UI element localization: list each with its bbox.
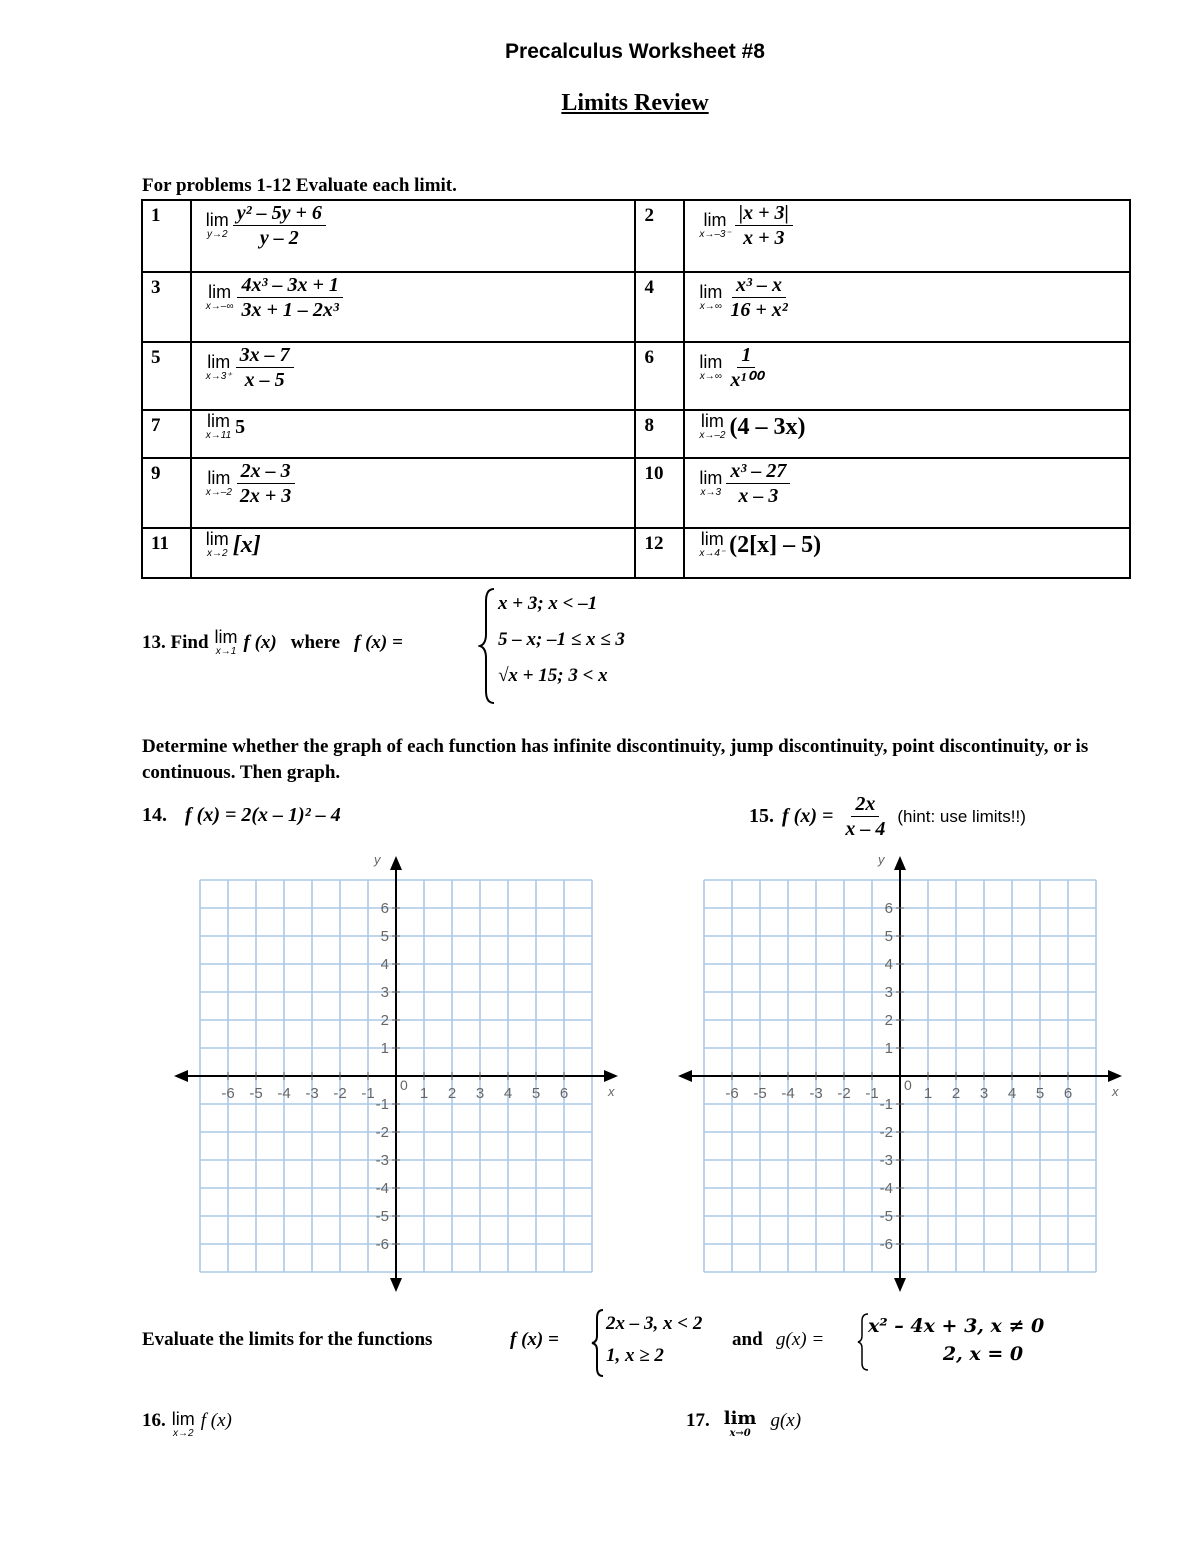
x-tick-label: 1 — [923, 1085, 933, 1102]
limit-expression: lim x→3 $\frac{\text{x³ – 27}}{x - 3}$ — [699, 459, 790, 508]
x-tick-label: -5 — [249, 1085, 263, 1102]
y-tick-label: 4 — [884, 956, 893, 973]
origin-label: 0 — [400, 1077, 408, 1093]
limit-expression: lim x→–2 $\frac{2x - 3}{2x + 3}$ — [206, 459, 296, 508]
piece-3: √x + 15; 3 < x — [498, 665, 608, 686]
limit-expression: lim x→∞ $\frac{1}{\text{x¹⁰⁰}}$ — [699, 344, 763, 391]
problem-number: 3 — [142, 272, 191, 342]
x-tick-label: 6 — [1063, 1085, 1073, 1102]
y-tick-label: 2 — [884, 1012, 893, 1029]
x-tick-label: -4 — [277, 1085, 291, 1102]
x-tick-label: 5 — [1035, 1085, 1045, 1102]
question-14: 14. f (x) = 2(x – 1)² – 4 — [142, 804, 341, 826]
g-definition: g(x) = — [776, 1329, 825, 1350]
limit-expression: lim y→2 $\frac{\text{y² – 5y + 6}}{y - 2}$ — [206, 201, 326, 250]
left-brace-icon — [478, 586, 498, 706]
question-15: 15. f (x) = $\frac{2x}{x - 4}$ (hint: use limits!!) — [749, 793, 1026, 840]
y-axis-label: y — [374, 852, 381, 867]
y-tick-label: 6 — [380, 900, 389, 917]
question-13: 13. Find lim x→1 f (x) where f (x) = — [142, 627, 403, 657]
x-axis-label: x — [1112, 1084, 1119, 1099]
limit-expression: lim x→∞ $\frac{\text{x³ – x}}{\text{16 + x²}}$ — [699, 274, 788, 321]
x-tick-label: 1 — [419, 1085, 429, 1102]
x-tick-label: -6 — [725, 1085, 739, 1102]
y-tick-label: 4 — [380, 956, 389, 973]
y-tick-label: 3 — [380, 984, 389, 1001]
limit-expression: lim x→11 5 — [205, 411, 246, 441]
y-tick-label: 1 — [884, 1040, 893, 1057]
problem-number: 1 — [142, 200, 191, 272]
problem-number: 2 — [635, 200, 684, 272]
instructions: For problems 1-12 Evaluate each limit. — [142, 175, 457, 196]
problem-number: 7 — [142, 410, 191, 458]
x-tick-label: -3 — [809, 1085, 823, 1102]
question-17: 17. lim x→0 g(x) — [686, 1408, 802, 1439]
y-tick-label: -6 — [879, 1236, 893, 1253]
y-axis-label: y — [878, 852, 885, 867]
y-tick-label: 2 — [380, 1012, 389, 1029]
y-tick-label: -5 — [879, 1208, 893, 1225]
problem-number: 5 — [142, 342, 191, 410]
limit-expression: lim x→–3⁻ $\frac{|x + 3|}{x + 3}$ — [699, 201, 793, 250]
problem-number: 8 — [635, 410, 684, 458]
y-tick-label: 5 — [380, 928, 389, 945]
left-brace-icon — [590, 1308, 606, 1378]
limit-expression: lim x→–∞ $\frac{\text{4x³ – 3x + 1}}{\text{3x + 1 – 2x³}}$ — [206, 273, 343, 322]
arrow-down-icon — [894, 1278, 906, 1292]
y-tick-label: 5 — [884, 928, 893, 945]
y-tick-label: -5 — [375, 1208, 389, 1225]
g-piece-1: x² – 4x + 3, x ≠ 0 — [868, 1315, 1045, 1337]
x-tick-label: -6 — [221, 1085, 235, 1102]
x-tick-label: 3 — [475, 1085, 485, 1102]
problem-number: 12 — [635, 528, 684, 578]
problem-number: 11 — [142, 528, 191, 578]
x-tick-label: -2 — [333, 1085, 347, 1102]
coordinate-grid — [170, 848, 625, 1296]
x-tick-label: 2 — [951, 1085, 961, 1102]
y-tick-label: -4 — [375, 1180, 389, 1197]
x-tick-label: 3 — [979, 1085, 989, 1102]
limit-expression: lim x→2 [x] — [205, 529, 261, 559]
y-tick-label: -2 — [879, 1124, 893, 1141]
arrow-left-icon — [678, 1070, 692, 1082]
y-tick-label: -6 — [375, 1236, 389, 1253]
page-title: Precalculus Worksheet #8 — [505, 40, 765, 63]
limit-expression: lim x→3⁺ $\frac{3x - 7}{x - 5}$ — [206, 343, 294, 392]
y-tick-label: 1 — [380, 1040, 389, 1057]
limit-expression: lim x→4⁻ (2[x] – 5) — [699, 529, 822, 559]
arrow-down-icon — [390, 1278, 402, 1292]
f-definition: f (x) = — [510, 1329, 559, 1350]
x-tick-label: 5 — [531, 1085, 541, 1102]
page-subtitle: Limits Review — [561, 90, 709, 116]
x-tick-label: -5 — [753, 1085, 767, 1102]
piece-2: 5 – x; –1 ≤ x ≤ 3 — [498, 629, 625, 650]
coordinate-grid — [674, 848, 1129, 1296]
problem-number: 10 — [635, 458, 684, 528]
y-tick-label: -2 — [375, 1124, 389, 1141]
x-tick-label: 4 — [1007, 1085, 1017, 1102]
y-tick-label: -4 — [879, 1180, 893, 1197]
and-text: and — [732, 1329, 763, 1350]
arrow-right-icon — [1108, 1070, 1122, 1082]
x-axis-label: x — [608, 1084, 615, 1099]
x-tick-label: -3 — [305, 1085, 319, 1102]
x-tick-label: -1 — [361, 1085, 375, 1102]
arrow-up-icon — [390, 856, 402, 870]
problem-number: 9 — [142, 458, 191, 528]
y-tick-label: -3 — [375, 1152, 389, 1169]
y-tick-label: -1 — [879, 1096, 893, 1113]
y-tick-label: -3 — [879, 1152, 893, 1169]
problem-number: 6 — [635, 342, 684, 410]
x-tick-label: 6 — [559, 1085, 569, 1102]
x-tick-label: -1 — [865, 1085, 879, 1102]
limit-expression: lim x→–2 (4 – 3x) — [699, 411, 806, 441]
x-tick-label: -2 — [837, 1085, 851, 1102]
x-tick-label: -4 — [781, 1085, 795, 1102]
y-tick-label: -1 — [375, 1096, 389, 1113]
origin-label: 0 — [904, 1077, 912, 1093]
arrow-up-icon — [894, 856, 906, 870]
question-16: 16. lim x→2 f (x) — [142, 1409, 232, 1439]
f-piece-1: 2x – 3, x < 2 — [606, 1313, 703, 1334]
discontinuity-instructions: Determine whether the graph of each function has infinite discontinuity, jump discontinuity, point discontinuity, or is continuous. Then graph. — [142, 736, 1089, 783]
x-tick-label: 4 — [503, 1085, 513, 1102]
y-tick-label: 6 — [884, 900, 893, 917]
f-piece-2: 1, x ≥ 2 — [606, 1345, 664, 1366]
problem-number: 4 — [635, 272, 684, 342]
evaluate-text: Evaluate the limits for the functions — [142, 1329, 433, 1350]
piece-1: x + 3; x < –1 — [498, 593, 598, 614]
x-tick-label: 2 — [447, 1085, 457, 1102]
arrow-left-icon — [174, 1070, 188, 1082]
g-piece-2: 2, x = 0 — [942, 1343, 1024, 1365]
problem-table — [141, 199, 1131, 579]
y-tick-label: 3 — [884, 984, 893, 1001]
arrow-right-icon — [604, 1070, 618, 1082]
